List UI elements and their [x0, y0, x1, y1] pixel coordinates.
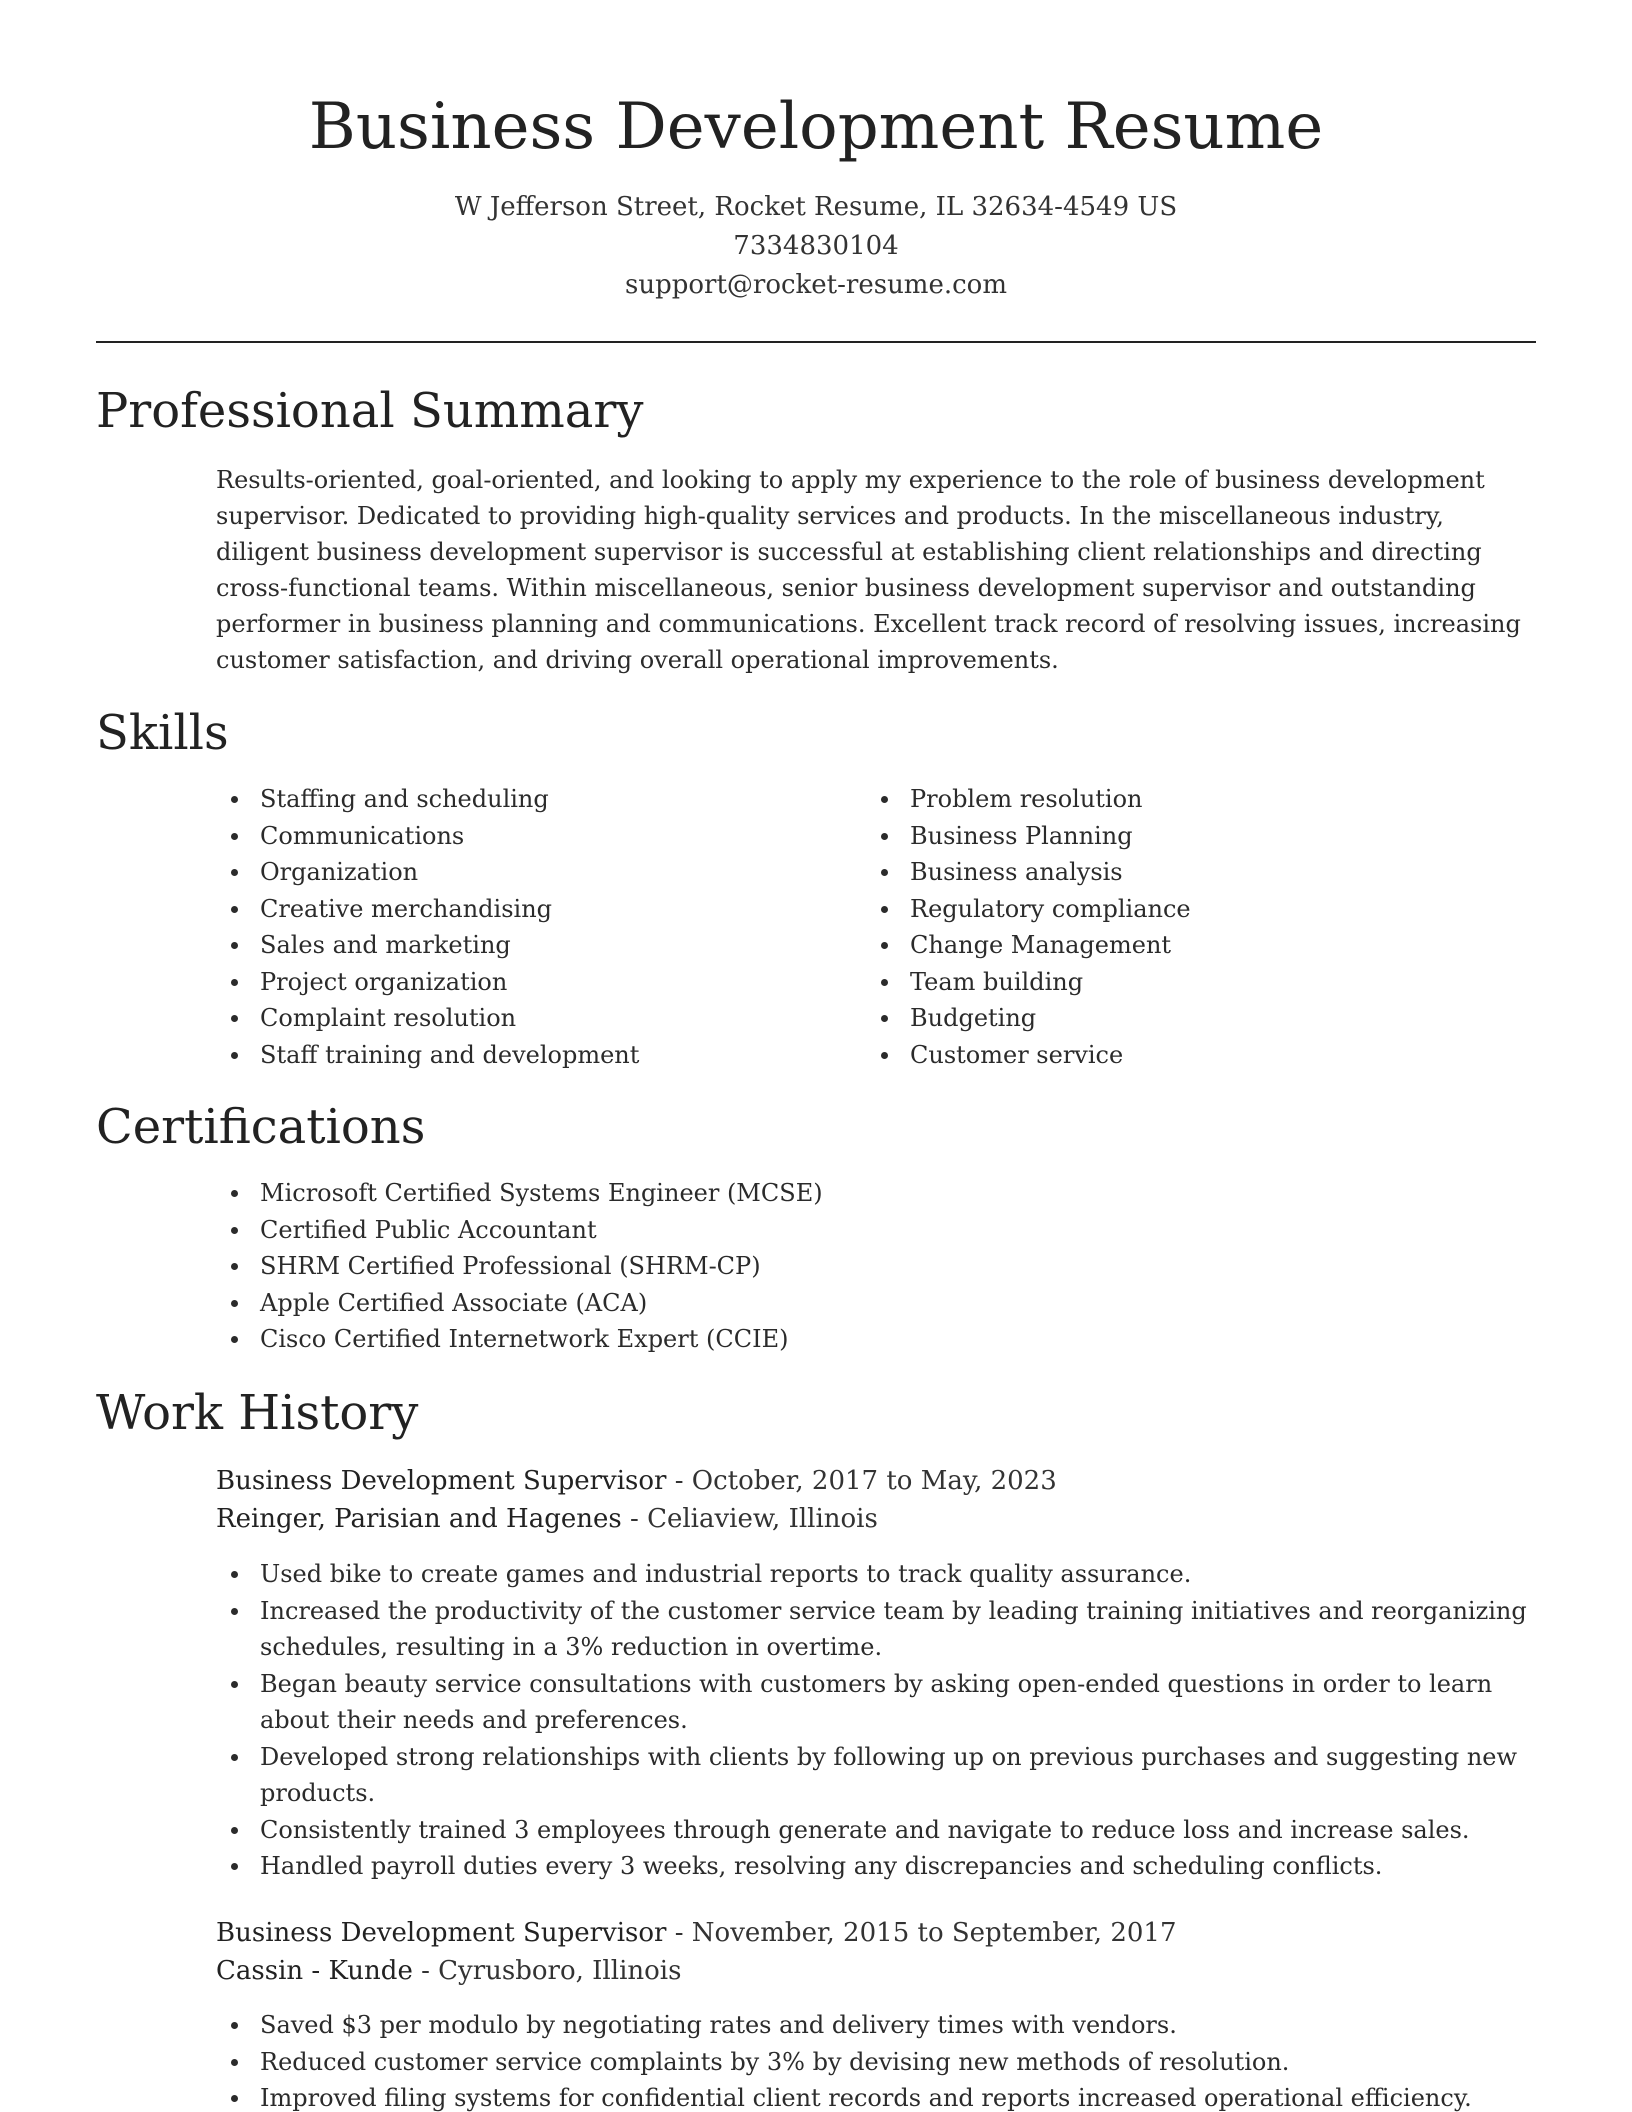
list-item: Increased the productivity of the customer service team by leading training initiatives and reorganizing schedules, resulting in a 3% reduction in overtime.: [216, 1593, 1536, 1666]
list-item: Business Planning: [866, 818, 1506, 855]
job-duties-list: [216, 2007, 1536, 2112]
phone: 7334830104: [733, 231, 899, 261]
skills-list-right: [866, 781, 1506, 1073]
list-item: Cisco Certified Internetwork Expert (CCIE): [216, 1321, 1536, 1358]
job-title: Business Development Supervisor: [216, 1466, 667, 1496]
job-company-line: [216, 1952, 1536, 1990]
separator: -: [621, 1504, 648, 1534]
resume-header: [96, 84, 1536, 305]
separator: -: [666, 1466, 692, 1496]
job-dates: November, 2015 to September, 2017: [691, 1918, 1177, 1948]
list-item: Customer service: [866, 1037, 1506, 1074]
list-item: Business analysis: [866, 854, 1506, 891]
address: W Jefferson Street, Rocket Resume, IL 32634-4549 US: [454, 192, 1178, 222]
list-item: Project organization: [216, 964, 856, 1001]
skills-heading: Skills: [96, 705, 229, 761]
job-location: Celiaview, Illinois: [647, 1504, 878, 1534]
job-company: Cassin - Kunde: [216, 1956, 413, 1986]
list-item: Team building: [866, 964, 1506, 1001]
work-history-heading: Work History: [96, 1385, 419, 1441]
skills-left-column: [216, 781, 856, 1073]
list-item: Budgeting: [866, 1000, 1506, 1037]
list-item: Creative merchandising: [216, 891, 856, 928]
contact-info: [96, 188, 1536, 305]
job-duties-list: [216, 1556, 1536, 1885]
list-item: Complaint resolution: [216, 1000, 856, 1037]
list-item: Regulatory compliance: [866, 891, 1506, 928]
summary-heading: Professional Summary: [96, 383, 644, 439]
job-company-line: [216, 1500, 1536, 1538]
list-item: Organization: [216, 854, 856, 891]
list-item: Certified Public Accountant: [216, 1212, 1536, 1249]
list-item: SHRM Certified Professional (SHRM-CP): [216, 1248, 1536, 1285]
job-header: [216, 1462, 1536, 1538]
job-duties: [216, 2007, 1536, 2112]
list-item: Developed strong relationships with clients by following up on previous purchases and suggesting new products.: [216, 1739, 1536, 1812]
list-item: Communications: [216, 818, 856, 855]
certifications-block: [216, 1175, 1536, 1358]
job-duties: [216, 1556, 1536, 1885]
certifications-list: [216, 1175, 1536, 1358]
separator: -: [412, 1956, 439, 1986]
summary-text: Results-oriented, goal-oriented, and looking to apply my experience to the role of business development supervisor. Dedicated to providing high-quality services and products. In the miscellaneous industry, diligent business development supervisor is successful at establishing client relationships and directing cross-functional teams. Within miscellaneous, senior business development supervisor and outstanding performer in business planning and communications. Excellent track record of resolving issues, increasing customer satisfaction, and driving overall operational improvements.: [216, 466, 1521, 674]
list-item: Saved $3 per modulo by negotiating rates and delivery times with vendors.: [216, 2007, 1536, 2044]
list-item: Change Management: [866, 927, 1506, 964]
resume-title: Business Development Resume: [308, 90, 1324, 164]
list-item: Apple Certified Associate (ACA): [216, 1285, 1536, 1322]
list-item: Microsoft Certified Systems Engineer (MCSE): [216, 1175, 1536, 1212]
certifications-heading: Certifications: [96, 1099, 426, 1155]
list-item: Improved filing systems for confidential client records and reports increased operational efficiency.: [216, 2080, 1536, 2112]
job-header: [216, 1914, 1536, 1990]
job-company: Reinger, Parisian and Hagenes: [216, 1504, 622, 1534]
list-item: Used bike to create games and industrial reports to track quality assurance.: [216, 1556, 1536, 1593]
job-location: Cyrusboro, Illinois: [438, 1956, 682, 1986]
list-item: Began beauty service consultations with customers by asking open-ended questions in order to learn about their needs and preferences.: [216, 1666, 1536, 1739]
email: support@rocket-resume.com: [624, 270, 1007, 300]
list-item: Staffing and scheduling: [216, 781, 856, 818]
list-item: Sales and marketing: [216, 927, 856, 964]
list-item: Handled payroll duties every 3 weeks, resolving any discrepancies and scheduling conflicts.: [216, 1848, 1536, 1885]
skills-right-column: [866, 781, 1506, 1073]
list-item: Reduced customer service complaints by 3% by devising new methods of resolution.: [216, 2044, 1536, 2081]
skills-list-left: [216, 781, 856, 1073]
job-title: Business Development Supervisor: [216, 1918, 667, 1948]
job-title-line: [216, 1914, 1536, 1952]
list-item: Staff training and development: [216, 1037, 856, 1074]
job-dates: October, 2017 to May, 2023: [691, 1466, 1057, 1496]
header-divider: [96, 341, 1536, 343]
separator: -: [666, 1918, 692, 1948]
list-item: Consistently trained 3 employees through generate and navigate to reduce loss and increase sales.: [216, 1812, 1536, 1849]
list-item: Problem resolution: [866, 781, 1506, 818]
job-title-line: [216, 1462, 1536, 1500]
